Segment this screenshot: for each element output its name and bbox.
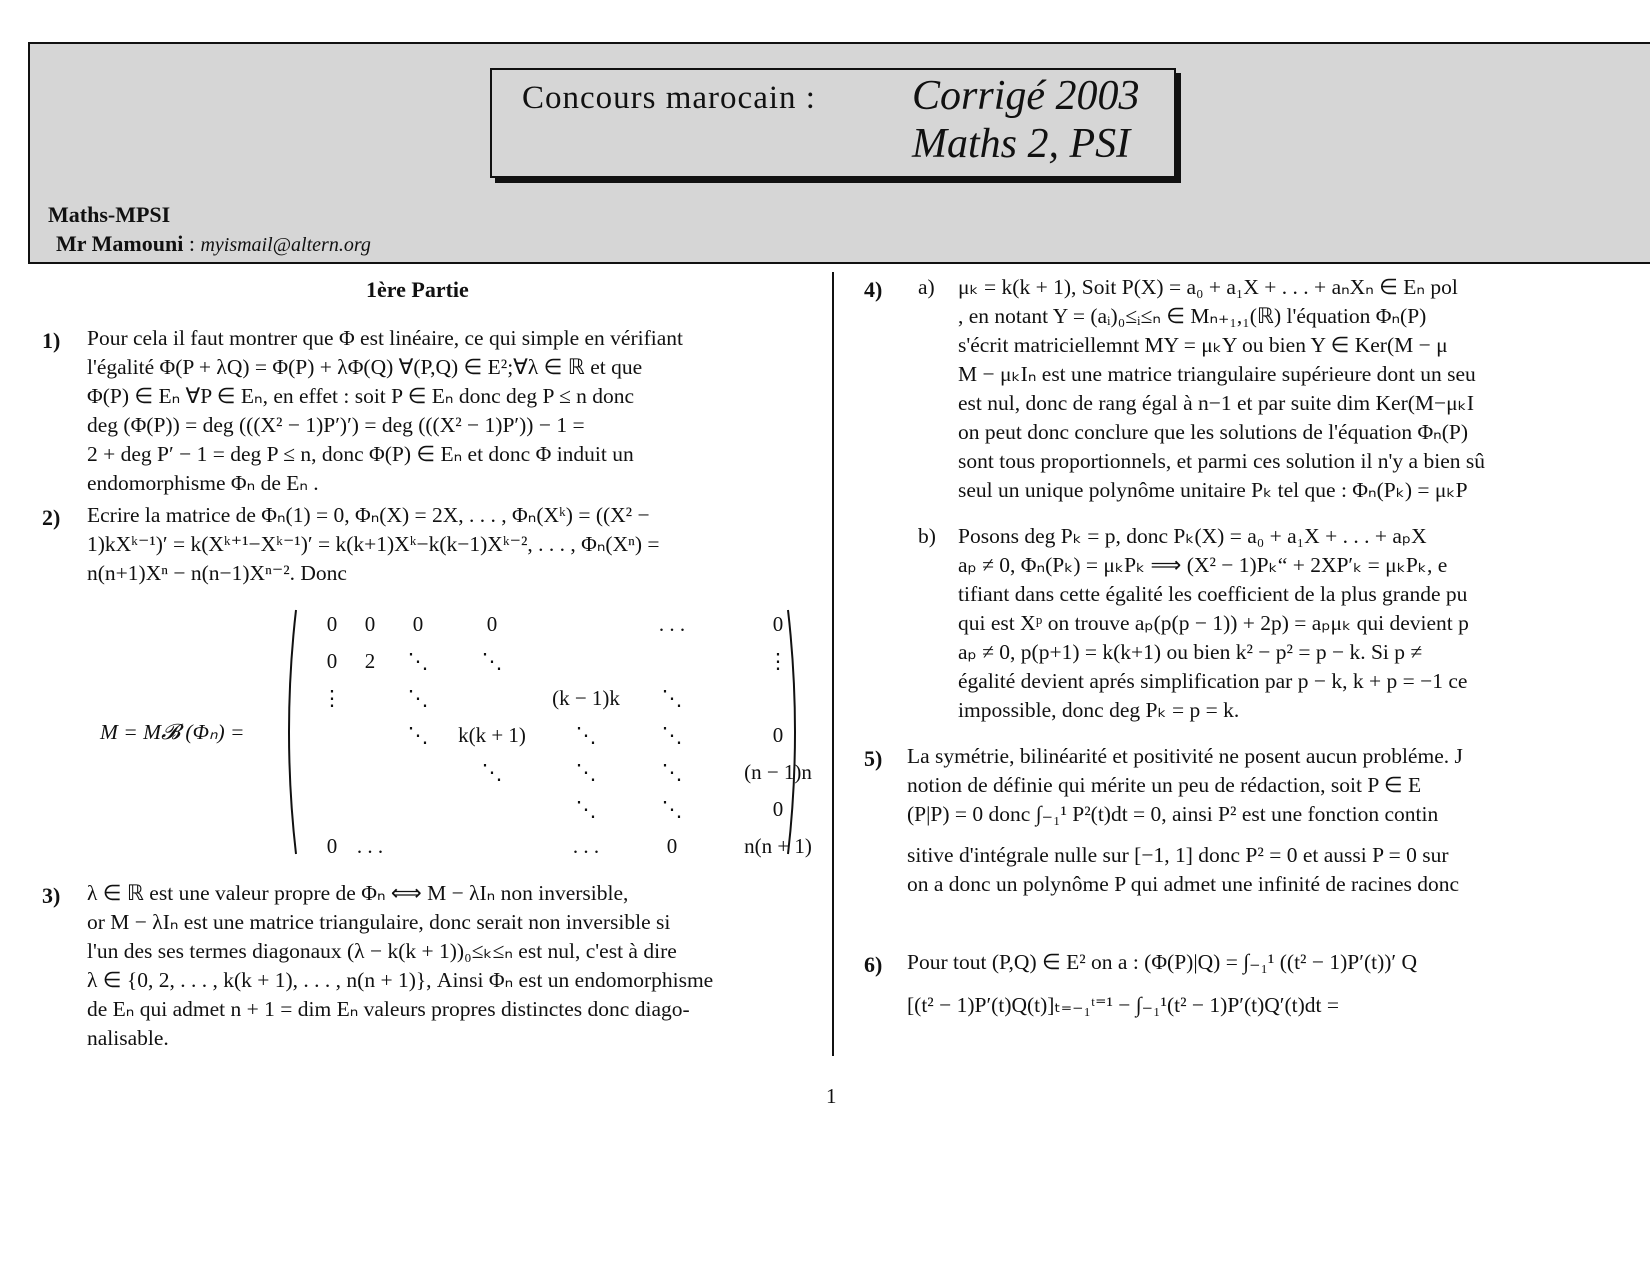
q3-line: or M − λIₙ est une matrice triangulaire, donc serait non inversible si (87, 910, 671, 934)
q4b-line: aₚ ≠ 0, Φₙ(Pₖ) = μₖPₖ ⟹ (X² − 1)Pₖ“ + 2XP′ₖ = μₖPₖ, e (958, 553, 1448, 577)
matrix-cell: ⋱ (407, 723, 429, 747)
q5-line: on a donc un polynôme P qui admet une infinité de racines donc (907, 872, 1460, 896)
matrix-cell: ⋱ (575, 797, 597, 821)
q4a-line: M − μₖIₙ est une matrice triangulaire supérieure dont un seu (958, 362, 1476, 386)
q6-line: [(t² − 1)P′(t)Q(t)]ₜ₌₋₁ᵗ⁼¹ − ∫₋₁¹(t² − 1)P′(t)Q′(t)dt = (907, 993, 1340, 1017)
q1-line: Pour cela il faut montrer que Φ est linéaire, ce qui simple en vérifiant (87, 326, 684, 350)
matrix-cell: ⋱ (661, 797, 683, 821)
q3-line: λ ∈ ℝ est une valeur propre de Φₙ ⟺ M − λIₙ non inversible, (87, 881, 629, 905)
title-contest: Concours marocain : (522, 80, 816, 116)
q1-line: deg (Φ(P)) = deg (((X² − 1)P′)′) = deg (((X² − 1)P′)) − 1 = (87, 413, 585, 437)
q5-line: La symétrie, bilinéarité et positivité ne posent aucun probléme. J (907, 744, 1463, 768)
q5-line: (P|P) = 0 donc ∫₋₁¹ P²(t)dt = 0, ainsi P² est une fonction contin (907, 802, 1439, 826)
q4-number: 4) (864, 277, 883, 302)
title-year: Corrigé 2003 (912, 73, 1140, 119)
q4a-text (958, 273, 1650, 505)
matrix-cell: n(n + 1) (744, 834, 812, 858)
matrix-cell: 0 (486, 612, 498, 636)
q1-number: 1) (42, 328, 61, 353)
q5-line: notion de définie qui mérite un peu de rédaction, soit P ∈ E (907, 773, 1422, 797)
matrix-cell: ⋱ (407, 649, 429, 673)
q3-number: 3) (42, 883, 61, 908)
q5-text (907, 742, 1650, 899)
matrix-cell: 0 (412, 612, 424, 636)
matrix-cell: . . . (572, 834, 600, 858)
matrix-cell: 0 (772, 723, 784, 747)
matrix-label: M = M𝓑 (Φₙ) = (100, 720, 245, 744)
q3-line: l'un des ses termes diagonaux (λ − k(k + 1))₀≤ₖ≤ₙ est nul, c'est à dire (87, 939, 677, 963)
q3-line: de Eₙ qui admet n + 1 = dim Eₙ valeurs propres distinctes donc diago- (87, 997, 690, 1021)
q4a-line: est nul, donc de rang égal à n−1 et par suite dim Ker(M−μₖI (958, 391, 1474, 415)
author-line: Mr Mamouni : myismail@altern.org (56, 231, 371, 256)
matrix-cell: ⋱ (481, 760, 503, 784)
q5-line: sitive d'intégrale nulle sur [−1, 1] donc P² = 0 et aussi P = 0 sur (907, 843, 1449, 867)
matrix-cell: ⋮ (321, 686, 343, 710)
q4b-line: Posons deg Pₖ = p, donc Pₖ(X) = a₀ + a₁X + . . . + aₚX (958, 524, 1427, 548)
q4b-line: aₚ ≠ 0, p(p+1) = k(k+1) ou bien k² − p² = p − k. Si p ≠ (958, 640, 1423, 664)
q3-line: nalisable. (87, 1026, 169, 1050)
q4b-line: impossible, donc deg Pₖ = p = k. (958, 698, 1240, 722)
matrix-cell: (n − 1)n (744, 760, 812, 784)
q1-line: endomorphisme Φₙ de Eₙ . (87, 471, 319, 495)
q4b-line: égalité devient aprés simplification par p − k, k + p = −1 ce (958, 669, 1468, 693)
matrix-cell: ⋱ (575, 723, 597, 747)
matrix-cell: ⋱ (481, 649, 503, 673)
title-subject: Maths 2, PSI (912, 121, 1131, 167)
matrix-cell: 0 (326, 834, 338, 858)
q1-line: l'égalité Φ(P + λQ) = Φ(P) + λΦ(Q) ∀(P,Q) ∈ E²;∀λ ∈ ℝ et que (87, 355, 643, 379)
matrix-cell: ⋮ (767, 649, 789, 673)
q4b-line: tifiant dans cette égalité les coefficient de la plus grande pu (958, 582, 1468, 606)
matrix-cell: (k − 1)k (552, 686, 620, 710)
matrix-cell: ⋱ (575, 760, 597, 784)
matrix-cell: . . . (658, 612, 686, 636)
q4a-line: s'écrit matriciellemnt MY = μₖY ou bien Y ∈ Ker(M − μ (958, 333, 1448, 357)
q6-text (907, 948, 1650, 1020)
q4b-label: b) (918, 524, 936, 548)
q4a-line: on peut donc conclure que les solutions de l'équation Φₙ(P) (958, 420, 1469, 444)
section-title: 1ère Partie (366, 277, 469, 302)
author-name: Mr Mamouni (56, 231, 184, 256)
q4a-line: μₖ = k(k + 1), Soit P(X) = a₀ + a₁X + . . . + aₙXₙ ∈ Eₙ pol (958, 275, 1458, 299)
matrix-cell: 0 (326, 612, 338, 636)
site-name: Maths-MPSI (48, 202, 171, 227)
q4a-line: , en notant Y = (aᵢ)₀≤ᵢ≤ₙ ∈ Mₙ₊₁,₁(ℝ) l'équation Φₙ(P) (958, 304, 1427, 328)
q4a-line: seul un unique polynôme unitaire Pₖ tel que : Φₙ(Pₖ) = μₖP (958, 478, 1468, 502)
matrix-cell: 0 (326, 649, 338, 673)
author-email: myismail@altern.org (200, 234, 371, 256)
matrix-cell: k(k + 1) (458, 723, 526, 747)
q1-line: 2 + deg P′ − 1 = deg P ≤ n, donc Φ(P) ∈ Eₙ et donc Φ induit un (87, 442, 634, 466)
q4b-text (958, 522, 1650, 725)
q2-line: Ecrire la matrice de Φₙ(1) = 0, Φₙ(X) = 2X, . . . , Φₙ(Xᵏ) = ((X² − (87, 503, 650, 527)
q2-line: 1)kXᵏ⁻¹)′ = k(Xᵏ⁺¹−Xᵏ⁻¹)′ = k(k+1)Xᵏ−k(k−1)Xᵏ⁻², . . . , Φₙ(Xⁿ) = (87, 532, 660, 556)
matrix-cell: ⋱ (407, 686, 429, 710)
page-number: 1 (826, 1084, 837, 1108)
matrix-cell: . . . (356, 834, 384, 858)
q6-line: Pour tout (P,Q) ∈ E² on a : (Φ(P)|Q) = ∫₋₁¹ ((t² − 1)P′(t))′ Q (907, 950, 1417, 974)
matrix-cell: ⋱ (661, 760, 683, 784)
q4a-label: a) (918, 275, 935, 299)
q4a-line: sont tous proportionnels, et parmi ces solution il n'y a bien sû (958, 449, 1485, 473)
q2-line: n(n+1)Xⁿ − n(n−1)Xⁿ⁻². Donc (87, 561, 347, 585)
q3-line: λ ∈ {0, 2, . . . , k(k + 1), . . . , n(n + 1)}, Ainsi Φₙ est un endomorphisme (87, 968, 714, 992)
q1-line: Φ(P) ∈ Eₙ ∀P ∈ Eₙ, en effet : soit P ∈ Eₙ donc deg P ≤ n donc (87, 384, 635, 408)
q5-number: 5) (864, 746, 883, 771)
matrix-cell: 0 (772, 797, 784, 821)
matrix-cell: 0 (666, 834, 678, 858)
q2-number: 2) (42, 505, 61, 530)
matrix-cell: ⋱ (661, 686, 683, 710)
matrix-cell: ⋱ (661, 723, 683, 747)
matrix-cell: 0 (772, 612, 784, 636)
q4b-line: qui est Xᵖ on trouve aₚ(p(p − 1)) + 2p) = aₚμₖ qui devient p (958, 611, 1469, 635)
q6-number: 6) (864, 952, 883, 977)
matrix-cell: 2 (364, 649, 376, 673)
matrix-cell: 0 (364, 612, 376, 636)
